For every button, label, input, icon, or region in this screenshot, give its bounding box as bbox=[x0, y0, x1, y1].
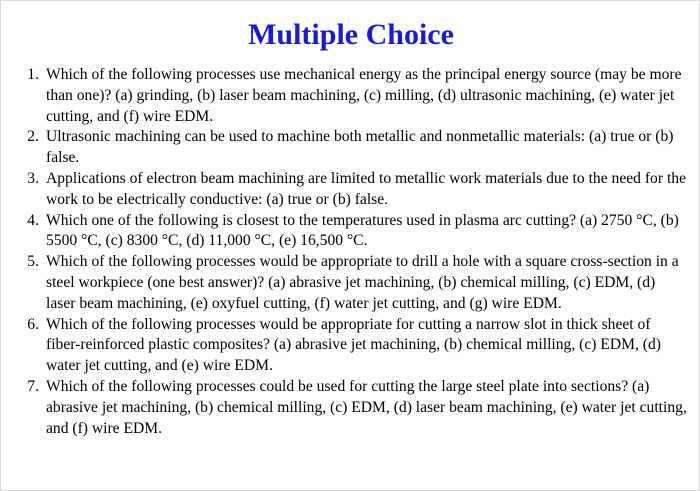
question-text: Which of the following processes would be appropriate for cutting a narrow slot in thick sheet of fiber-reinforced plastic composites? (a) abrasive jet machining, (b) chemical milling, (c) EDM, (d) water jet cutting, and (e) wire EDM. bbox=[46, 315, 661, 375]
question-list bbox=[15, 65, 687, 439]
question-number: 4. bbox=[27, 211, 39, 229]
page-title: Multiple Choice bbox=[248, 18, 454, 51]
question-item bbox=[15, 315, 687, 377]
question-text: Which one of the following is closest to the temperatures used in plasma arc cutting? (a) 2750 °C, (b) 5500 °C, (c) 8300 °C, (d) 11,000 °C, (e) 16,500 °C. bbox=[46, 211, 679, 250]
question-item bbox=[15, 377, 687, 439]
question-item bbox=[15, 65, 687, 127]
question-item bbox=[15, 211, 687, 253]
question-number: 5. bbox=[27, 253, 39, 271]
question-text: Which of the following processes could be used for cutting the large steel plate into sections? (a) abrasive jet machining, (b) chemical milling, (c) EDM, (d) laser beam machining, (e) water jet cutting, and (f) wire EDM. bbox=[46, 377, 687, 437]
question-number: 7. bbox=[27, 377, 39, 395]
question-number: 6. bbox=[27, 315, 39, 333]
question-item bbox=[15, 252, 687, 314]
question-text: Which of the following processes use mechanical energy as the principal energy source (may be more than one)? (a) grinding, (b) laser beam machining, (c) milling, (d) ultrasonic machining, (e) water jet cutting, and (f) wire EDM. bbox=[46, 66, 682, 125]
question-text: Applications of electron beam machining are limited to metallic work materials due to the need for the work to be electrically conductive: (a) true or (b) false. bbox=[46, 169, 686, 208]
question-number: 1. bbox=[27, 66, 39, 83]
question-number: 2. bbox=[27, 128, 39, 146]
question-text: Ultrasonic machining can be used to machine both metallic and nonmetallic materials: (a) true or (b) false. bbox=[46, 128, 674, 167]
question-number: 3. bbox=[27, 169, 39, 187]
question-item bbox=[15, 169, 687, 211]
question-text: Which of the following processes would be appropriate to drill a hole with a square cross-section in a steel workpiece (one best answer)? (a) abrasive jet machining, (b) chemical milling, (c) EDM, (d) laser beam machining, (e) oxyfuel cutting, (f) water jet cutting, and (g) wire EDM. bbox=[46, 253, 679, 312]
question-item bbox=[15, 127, 687, 169]
